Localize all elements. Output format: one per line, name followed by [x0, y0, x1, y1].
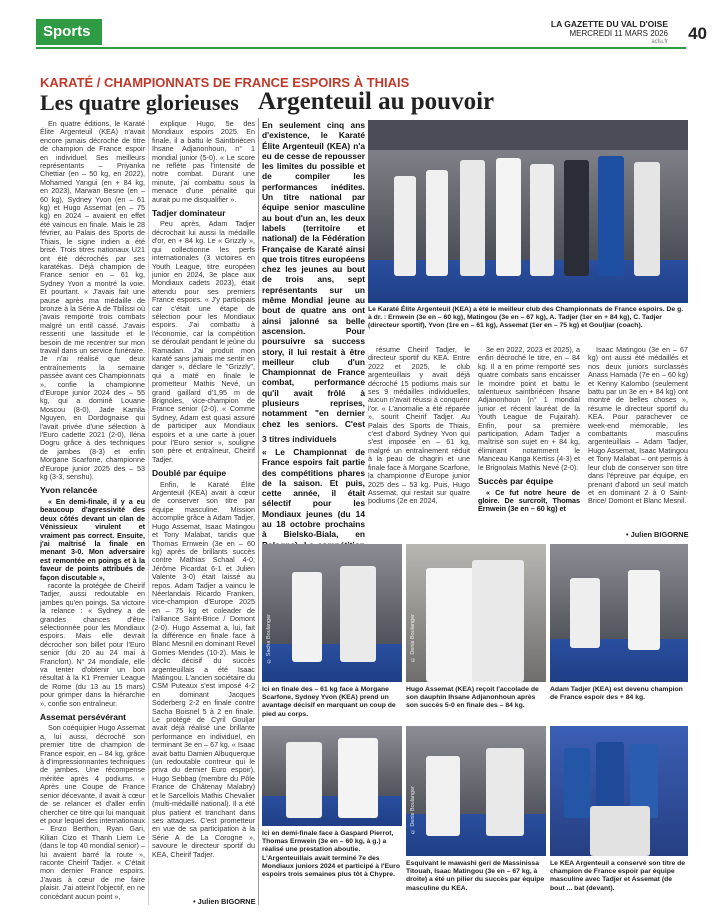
athlete-figure	[564, 748, 590, 818]
subhead-yvon: Yvon relancée	[40, 485, 98, 496]
paragraph: Son coéquipier Hugo Assemat a, lui aussi, décroché son premier titre de champion de France espoir, en – 84 kg, grâce à d'impressionnantes techniques de jambes. Une récompense méritée après 4 podiums. « Après une Coupe de France senior décevante, il avait à cœur de se relancer et d'aller enfin chercher ce titre qui lui manquait et pour lequel des internationaux – Enzo Berthon, Ryan Gari, Kilian Cizo et Thanh Liem Le (dans le top 40 mondial senior) – lui avaient barré la route », raconte Cheirif Tadjer. « C'était mon dernier France espoirs. J'avais à cœur de me faire plaisir. J'ai atteint l'objectif, en ne concédant aucun point »,	[40, 723, 145, 901]
athlete-figure	[426, 568, 478, 682]
right-column-c	[478, 346, 580, 541]
athlete-figure	[486, 748, 524, 836]
left-column-2	[152, 120, 255, 895]
paragraph: Isaac Matingou (3e en – 67 kg) ont aussi été médaillés et nos deux juniors surclassés Anass Hamada (7e en – 60 kg) et Kenny Kalombo (seulement battu par un 3e en + 84 kg) ont montré de belles choses », résume le directeur sportif du KEA. Pour parachever ce week-end mémorable, les combattants masculins argenteuillais – Adam Tadjer, Hugo Assemat, Isaac Matingou et Tony Malabat – ont permis à leur club de conserver son titre dans l'épreuve par équipe, en prenant d'abord un seul match et en dominant 2 à 0 Saint-Brice/ Domont et Blanc Mesnil.	[588, 346, 688, 506]
subhead-tadjer: Tadjer dominateur	[152, 208, 226, 219]
headline-right: Argenteuil au pouvoir	[258, 88, 495, 115]
athlete-figure	[472, 560, 524, 682]
signature-right: • Julien BIGORNE	[626, 530, 689, 539]
caption-ernwein: Ici en demi-finale face à Gaspard Pierrot, Thomas Ernwein (3e en – 60 kg, à g.) a réalisé une prestation aboutie. L'Argenteuillais avait terminé 7e des Mondiaux juniors 2024 et participé à l'Euro espoirs trois semaines plus tôt à Chypre.	[262, 830, 400, 879]
caption-assemat: Hugo Assemat (KEA) reçoit l'accolade de son dauphin Ihsane Adjanonhoun après son succès 5-0 en finale des – 84 kg.	[406, 686, 539, 710]
athlete-figure	[426, 756, 460, 836]
caption-matingou: Esquivant le mawashi geri de Massinissa Titouah, Isaac Matingou (3e en – 67 kg, à droite) a été un pilier du succès par équipe masculine du KEA.	[406, 860, 545, 892]
subhead-double: Doublé par équipe	[152, 468, 227, 479]
subhead-titres: 3 titres individuels	[262, 434, 337, 444]
site-url: actu.fr	[651, 39, 668, 45]
caption-yvon: Ici en finale des – 61 kg face à Morgane Scarfone, Sydney Yvon (KEA) prend un avantage décisif en marquant un coup de pied au corps.	[262, 686, 396, 718]
photo-ernwein	[262, 726, 402, 826]
left-column-1	[40, 120, 145, 903]
paragraph: 3e en 2022, 2023 et 2025), a enfin décroché le titre, en – 84 kg. Il a en prime remporté ses quatre combats sans encaisser le moindre point et battu le talentueux saintbriécen Ihsane Adjanonhoun (n° 1 mondial junior et récent lauréat de la Youth League de Fujairah). Enfin, pour sa première participation, Adam Tadjer a maîtrisé son sujet en + 84 kg, éliminant notamment le Manceau Kanga Kertiss (4-3) et le Brignolais Mathis Nevé (2-0).	[478, 346, 580, 472]
paragraph: résume Cheirif Tadjer, le directeur sportif du KEA. Entre 2022 et 2025, le club argenteuillais y avait déjà décroché 15 podiums mais sur ses 9 médailles individuelles, aucun n'avait réussi à conquérir l'or. « L'anomalie a été réparée », sourit Cheirif Tadjer. Au Palais des Sports de Thiais, c'est d'abord Sydney Yvon qui s'est imposée en – 61 kg, malgré un entraînement réduit à la peau de chagrin et une finale face à Morgane Scarfone, la championne d'Europe junior 2025 des – 53 kg. Puis, Hugo Assemat, qui restait sur quatre podiums (2e en 2024,	[368, 346, 470, 506]
mat	[262, 644, 402, 682]
photo-credit: © Sacha Boulanger	[266, 614, 272, 664]
right-column-b	[368, 346, 470, 541]
athlete-figure	[338, 738, 378, 818]
photo-team-podium	[550, 726, 688, 856]
article-divider	[258, 118, 259, 905]
coach-figure	[598, 156, 624, 276]
caption-tadjer: Adam Tadjer (KEA) est devenu champion de France espoir des + 84 kg.	[550, 686, 683, 702]
athlete-figure	[426, 170, 448, 276]
athlete-figure	[590, 806, 650, 856]
caption-team: Le KEA Argenteuil a conservé son titre de champion de France espoir par équipe masculine avec Tadjer et Assemat (de bout ... bat (devant).	[550, 860, 686, 892]
header-rule	[36, 47, 686, 49]
photo-matingou	[406, 726, 546, 856]
paragraph: Peu après, Adam Tadjer décrochait lui aussi la médaille d'or, en + 84 kg. Le « Grizzly », qui collectionne les perfs internationales (3 victoires en Youth League, titre européen junior en 2024, 3e place aux Mondiaux cadets 2023), était attendu pour ses premiers France espoirs. « J'y participais car c'était une étape de sélection pour les Mondiaux espoirs. J'ai combattu à l'économie, car la compétition se déroulait pendant le jeûne du Ramadan. J'ai produit mon karaté sans jamais me sentir en danger », déclare le "Grizzly", qui a maté en finale le prometteur Mathis Nevé, un grand gaillard d'1,95 m de Brignoles, vice-champion de France senior (2-0). « Comme Sydney, Adam est quasi assuré de participer aux Mondiaux espoirs et a une carte à jouer pour l'Euro senior », souligne son père et entraîneur, Cheirif Tadjer.	[152, 219, 255, 464]
paragraph: raconte la protégée de Cheirif Tadjer, aussi redoutable en jambes qu'en poings. Sa victoire la relance : « Sydney a de grandes chances d'être sélectionnée pour les Mondiaux espoirs. Mais elle devrait décrocher son billet pour l'Euro senior (du 20 au 24 mai à Francfort). N° 24 mondiale, elle va tenter d'obtenir un bon résultat à la K1 Premier League de Rome (du 13 au 15 mars) pour grimper dans la hiérarchie », confie son entraîneur.	[40, 580, 145, 708]
athlete-figure	[634, 162, 660, 276]
athlete-figure	[286, 742, 322, 818]
athlete-figure	[340, 566, 376, 662]
subhead-succes: Succès par équipe	[478, 476, 554, 487]
coach-figure	[564, 160, 589, 276]
photo-tadjer	[550, 544, 688, 682]
paper-masthead	[551, 20, 668, 47]
photo-yvon	[262, 544, 402, 682]
athlete-figure	[496, 158, 521, 276]
photo-assemat	[406, 544, 546, 682]
quote-paragraph: « En demi-finale, il y a eu beaucoup d'agressivité des deux côtés devant un clan de Vénissieux virulent et vraiment pas correct. Ensuite, j'ai maîtrisé la finale en menant 3-0. Mon adversaire est remontée en poings et à la faveur de points attribués de façon discutable »,	[40, 496, 145, 582]
athlete-figure	[460, 160, 485, 276]
team-photo-caption: Le Karaté Élite Argenteuil (KEA) a été le meilleur club des Championnats de France espoirs. De g. à dr. : Ernwein (3e en – 60 kg), Matingou (3e en – 67 kg), A. Tadjer (1er en + 84 kg), C. Tadjer (directeur sportif), Yvon (1re en – 61 kg), Assemat (1er en – 75 kg) et Gouljiar (coach).	[368, 306, 684, 330]
paper-name: LA GAZETTE DU VAL D'OISE	[550, 19, 668, 29]
athlete-figure	[530, 164, 554, 276]
column-divider	[148, 120, 149, 905]
quote-paragraph: « Le Championnat de France espoirs fait partie des compétitions phares de la saison. Et puis, cette année, il était sélectif pour les Mondiaux jeunes (du 14 au 18 octobre prochains à Bielsko-Biala, en	[262, 447, 365, 540]
hall-ceiling	[368, 120, 688, 150]
paragraph: explique Hugo, 5e des Mondiaux espoirs 2025. En finale, il a battu le Saintbriécen Ihsane Adjanonhoun, n° 1 mondial junior (5-0). « Le score ne reflète pas l'intensité de notre combat. Durant une minute, j'ai combattu sous la menace d'une pénalité qui aurait pu me disqualifier ».	[152, 120, 255, 204]
kicker: KARATÉ / CHAMPIONNATS DE FRANCE ESPOIRS À THIAIS	[40, 75, 410, 90]
right-lead-continued	[262, 434, 365, 547]
right-lead: En seulement cinq ans d'existence, le Karaté Élite Argenteuil (KEA) n'a eu de cesse de repousser les limites du possible et de compiler les performances inédites. Un titre national par équipe senior masculine au bout d'un an, les deux labels (territoire et national) de la Fédération Française de Karaté ainsi que trois titres européens chez les jeunes au bout de trois ans, sept représentants sur un même Mondial jeune au bout de quatre ans ont ainsi jalonné sa belle ascension. Pour poursuivre sa success story, il lui restait à être meilleur club d'un Championnat de France combat, performance qu'il avait frôlé à plusieurs reprises, notamment "en dernier chez les seniors. C'est	[262, 120, 365, 429]
athlete-figure	[394, 176, 416, 276]
photo-credit: © Denis Boulanger	[410, 786, 416, 835]
quote-paragraph: « Ce fut notre heure de gloire. De surcroît, Thomas Ernwein (3e en – 60 kg) et	[478, 487, 580, 514]
issue-date: MERCREDI 11 MARS 2026	[569, 29, 668, 38]
page-number: 40	[688, 24, 707, 43]
mat	[262, 796, 402, 826]
photo-credit: © Denis Boulanger	[410, 614, 416, 663]
athlete-figure	[292, 572, 322, 662]
headline-left: Les quatre glorieuses	[40, 90, 239, 115]
team-photo	[368, 120, 688, 303]
athlete-figure	[628, 570, 660, 650]
section-tab: Sports	[36, 19, 102, 45]
athlete-figure	[570, 578, 600, 648]
paragraph: Enfin, le Karaté Élite Argenteuil (KEA) avait à cœur de conserver son titre par équipe masculine. Mission accomplie grâce à Adam Tadjer, Hugo Assemat, Isaac Matingou et Tony Malabat, tandis que Thomas Ernwein (3e en – 60 kg) après de brillants succès contre Mathias Schaal 4-0, Jérôme Picardat 6-1 et Julien Valente 3-0) était laissé au repos. Adam Tadjer a vaincu le Néerlandais Ricardo Franken, vice-champion d'Europe 2025 en – 75 kg et coleader de l'alliance Saint-Brice / Domont (2-0). Hugo Assemat a, lui, fait la différence en finale face à Blanc Mesnil en dominant Revel Gomes Mendes (10-2). Mais le déclic décisif du succès argenteuillais a été Isaac Matingou. L'ancien sociétaire du CSM Puteaux s'est imposé 4-2 en dominant Jacques Soderberg 2-2 en finale contre Sacha Boisnel 5 à 2 en finale. Le protégé de Cyril Gouljar avait déjà réalisé une brillante performance en individuel, en terminant 3e en – 67 kg. « Isaac avait battu Damien Albuquerque (un redoutable contreur qui le priva du dernier Euro espoir), Hugo Sebbag (membre du Pôle France de Châtenay Malabry) et le Sarcellois Mathis Chevalier (multi-médaillé national). Il a été plus patient et tranchant dans ses attaques. C'est prometteur en vue de sa participation à la Série A de La Corogne », savoure le directeur sportif du KEA, Cheirif Tadjer.	[152, 479, 255, 859]
intro-paragraph: En quatre éditions, le Karaté Élite Argenteuil (KEA) n'avait encore jamais décroché de titre de champion de France espoir en individuel. Ses meilleurs représentants – Priyanka Chettiar (en – 50 kg, en 2022), Mohamed Yangui (en + 84 kg, en 2023), Marwan Besne (en – 60 kg), Sydney Yvon (en – 61 kg) et Hugo Assemat (en – 75 kg) en 2024 – avaient en effet été vaincus en finale. Mais le 28 février, au Palais des Sports de Thiais, le signe indien a été brisé. Trois titres nationaux U21 ont été décrochés par ses karatékas. Déjà champion de France senior en – 61 kg, Sydney Yvon a montré la voie. Et pourtant. « J'avais fait une pause après ma médaille de bronze à la Série A de Tbilissi où j'avais remporté trois combats malgré un entil cassé. J'avais ressenti une lassitude et le besoin de me recentrer sur mon travail dans un service funéraire. Je n'ai réalisé que deux entraînements la semaine passée avant ces Championnats », confie la championne d'Europe junior 2024 des – 55 kg, qui a dominé Louane Moscou (8-0), Jade Kamila Nguyen, en Dordognaise qui l'avait privée d'une sélection à l'Euro cadette 2021 (2-0), Iléna Dogru grâce à des techniques de jambes (8-3) et enfin Morgane Scarfone, championne d'Europe junior 2025 des – 53 kg (3-3, senshu).	[40, 120, 145, 482]
subhead-assemat: Assemat persévérant	[40, 712, 126, 723]
right-column-d	[588, 346, 688, 528]
signature-left: • Julien BIGORNE	[193, 897, 256, 906]
